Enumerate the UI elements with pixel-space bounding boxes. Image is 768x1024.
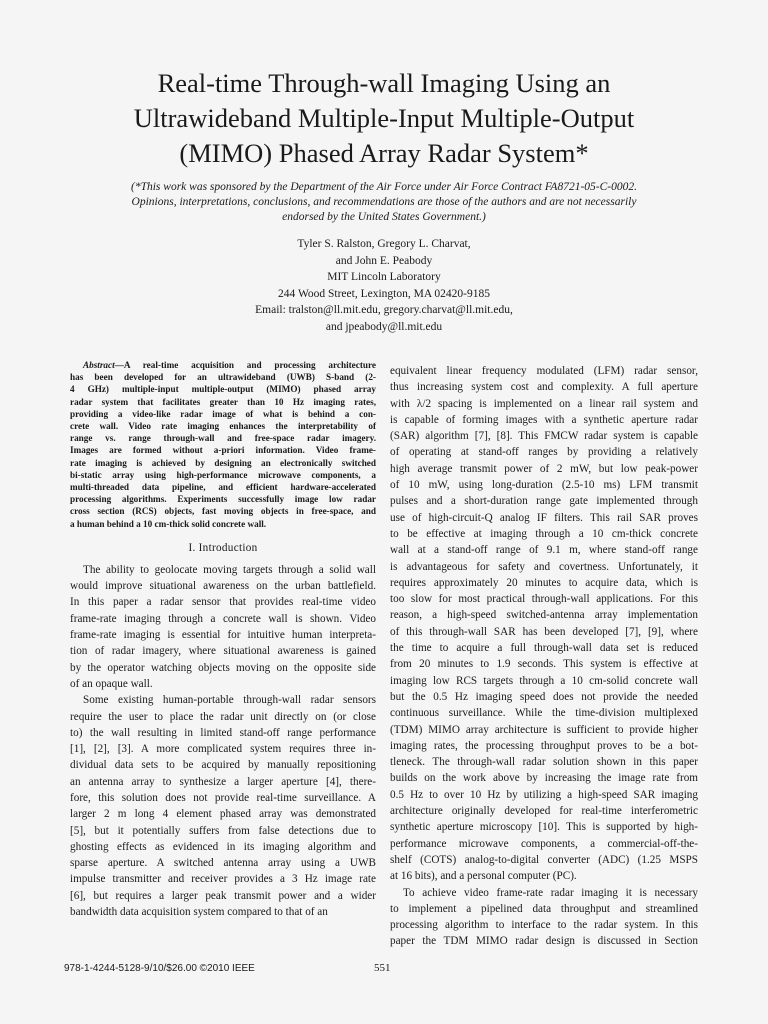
right-column [390, 363, 698, 950]
text-line: fore, this solution does not provide real-time surveillance. A [70, 792, 376, 804]
text-line: continuous surveillance. While the time-division multiplexed [390, 707, 698, 720]
text-line: to) the wall resulting in limited stand-off range performance [70, 726, 376, 739]
author-block [160, 236, 608, 335]
text-line: synthetic aperture microscopy [10]. This is supported by high- [390, 821, 698, 834]
title-line: Real-time Through-wall Imaging Using an [157, 68, 611, 98]
text-line: larger 2 m long 4 element phased array was demonstrated [70, 808, 376, 821]
text-line: is capable of forming images with a synthetic aperture radar [390, 413, 698, 426]
email-line: Email: tralston@ll.mit.edu, gregory.charvat@ll.mit.edu, [255, 304, 513, 316]
footer-isbn: 978-1-4244-5128-9/10/$26.00 ©2010 IEEE [64, 963, 255, 974]
abstract-text: —A real-time acquisition and processing architecture [114, 360, 376, 370]
abstract-line: providing a video-like radar image of what is behind a con- [70, 408, 376, 419]
text-line: but the 0.5 Hz imaging speed does not provide the needed [390, 690, 698, 703]
text-line: processing algorithm to interface to the radar system. In this [390, 919, 698, 932]
text-line: frame-rate imaging is essential for intuitive human interpreta- [70, 629, 376, 642]
text-line: dividual data sets to be acquired by manually repositioning [70, 759, 376, 772]
abstract-line: 4 GHz) multiple-input multiple-output (MIMO) phased array [70, 384, 376, 395]
text-line: would improve situational awareness on the urban battlefield. [70, 580, 376, 593]
title-line: Ultrawideband Multiple-Input Multiple-Output [133, 103, 635, 133]
abstract-line: bi-static array using high-performance microwave components, a [70, 469, 376, 480]
text-line: (TDM) MIMO array architecture is sufficient to provide higher [390, 723, 698, 736]
text-line: architecture originally developed for real-time interferometric [390, 805, 698, 818]
email-line: and jpeabody@ll.mit.edu [325, 320, 443, 333]
text-line: use of high-circuit-Q analog IF filters. This rail SAR proves [390, 511, 698, 524]
text-line: impulse transmitter and receiver provides a 3 Hz image rate [70, 873, 376, 886]
text-line: an antenna array to synthesize a larger aperture [4], there- [70, 775, 376, 788]
abstract-line: radar system that facilitates greater than 10 Hz imaging rates, [70, 396, 376, 407]
right-column-text [390, 363, 698, 950]
abstract-line: range vs. range through-wall and free-space radar imagery. [70, 433, 376, 444]
abstract-line: a human behind a 10 cm-thick solid concrete wall. [70, 518, 267, 529]
text-line: sparse aperture. A switched antenna array using a UWB [70, 857, 376, 870]
sponsor-note [70, 180, 698, 225]
text-line: of operating at stand-off ranges by providing a relatively [390, 446, 698, 459]
abstract-line: processing algorithms. Experiments successfully image low radar [70, 494, 376, 505]
address: 244 Wood Street, Lexington, MA 02420-9185 [278, 287, 490, 300]
text-line: In this paper a radar sensor that provides real-time video [70, 596, 376, 609]
text-line: with λ/2 spacing is implemented on a linear rail system and [390, 397, 698, 410]
text-line: builds on the work above by increasing the image rate from [390, 772, 698, 785]
text-line: [6], but requires a larger peak transmit power and a wider [70, 889, 376, 902]
text-line: shelf (COTS) analog-to-digital converter (ADC) (1.25 MSPS [390, 853, 698, 866]
text-line: of this through-wall SAR has been developed [7], [9], where [390, 625, 698, 638]
text-line: 0.5 Hz to over 10 Hz by utilizing a high-speed SAR imaging [390, 788, 698, 801]
abstract-line [70, 359, 376, 371]
text-line: paper the TDM MIMO radar design is discussed in Section [390, 935, 698, 948]
text-line: of 10 mW, using long-duration (2.5-10 ms) LFM transmit [390, 479, 698, 492]
page-number: 551 [374, 962, 391, 974]
text-line: To achieve video frame-rate radar imaging it is necessary [403, 886, 698, 899]
text-line: is advantageous for safety and covertness. Unfortunately, it [390, 560, 698, 573]
text-line: too slow for most practical through-wall applications. For this [390, 593, 698, 606]
section-heading: I. Introduction [188, 541, 258, 554]
sponsor-line: Opinions, interpretations, conclusions, and recommendations are those of the authors and are not necessarily [131, 196, 637, 208]
abstract-line: cross section (RCS) objects, fast moving objects in free-space, and [70, 506, 376, 517]
text-line: reason, a high-speed switched-antenna array implementation [390, 609, 698, 622]
text-line: require the user to place the radar unit directly on (or close [70, 710, 376, 723]
text-line: high average transmit power of 2 mW, but low peak-power [390, 462, 698, 475]
text-line: The ability to geolocate moving targets through a solid wall [83, 563, 376, 576]
text-line: requires approximately 20 minutes to acquire data, which is [390, 576, 698, 589]
introduction-text [70, 562, 376, 921]
abstract-line: Images are formed without a-priori information. Video frame- [70, 445, 376, 456]
text-line: of an opaque wall. [70, 677, 153, 690]
text-line: ghosting effects as evidenced in its imaging algorithm and [70, 840, 376, 853]
text-line: tion of radar imagery, where situational awareness is gained [70, 645, 376, 658]
title-line: (MIMO) Phased Array Radar System* [179, 138, 589, 168]
affiliation: MIT Lincoln Laboratory [327, 271, 441, 283]
abstract-label: Abstract [83, 360, 115, 370]
text-line: pulses and a short-duration range gate implemented through [390, 495, 698, 508]
abstract-line: has been developed for an ultrawideband (UWB) S-band (2- [70, 372, 376, 383]
text-line: [5], but it potentially suffers from false detections due to [70, 824, 376, 837]
author-names: Tyler S. Ralston, Gregory L. Charvat, [297, 238, 471, 250]
text-line: imaging rates, the processing throughput proves to be a bot- [390, 739, 698, 752]
left-column [70, 359, 376, 920]
text-line: to implement a pipelined data throughput and streamlined [390, 902, 698, 915]
text-line: performance microwave components, a commercial-off-the- [390, 837, 698, 850]
abstract [70, 359, 376, 530]
author-names: and John E. Peabody [335, 254, 433, 267]
text-line: the time to acquire a full through-wall data set is reduced [390, 642, 698, 655]
text-line: imaging low RCS targets through a 10 cm-solid concrete wall [390, 674, 698, 687]
text-line: tleneck. The through-wall radar solution shown in this paper [390, 756, 698, 769]
text-line: [1], [2], [3]. A more complicated system requires three in- [70, 743, 376, 756]
text-line: frame-rate imaging through a concrete wall is shown. Video [70, 612, 376, 625]
text-line: by the operator watching objects moving on the opposite side [70, 661, 376, 674]
sponsor-line: (*This work was sponsored by the Department of the Air Force under Air Force Contract FA8721-05-C-0002. [131, 181, 637, 193]
paper-title [60, 66, 708, 171]
text-line: (SAR) algorithm [7], [8]. This FMCW radar system is capable [390, 430, 698, 443]
abstract-line: multi-threaded data pipeline, and efficient hardware-accelerated [70, 482, 376, 493]
abstract-line: rate imaging is achieved by designing an electronically switched [70, 457, 376, 468]
text-line: thus increasing system cost and complexity. A full aperture [390, 381, 698, 394]
text-line: to be effective at imaging through a 10 cm-thick concrete [390, 527, 698, 540]
text-line: equivalent linear frequency modulated (LFM) radar sensor, [390, 365, 698, 377]
text-line: at 16 bits), and a personal computer (PC). [390, 870, 577, 883]
text-line: bandwidth data acquisition system compared to that of an [70, 906, 328, 919]
text-line: from 20 minutes to 1.9 seconds. This system is effective at [390, 658, 698, 671]
text-line: Some existing human-portable through-wall radar sensors [83, 694, 376, 707]
abstract-line: crete wall. Video rate imaging enhances the interpretability of [70, 421, 376, 432]
sponsor-line: endorsed by the United States Government.) [282, 211, 486, 223]
text-line: wall at a stand-off range of 9.1 m, where stand-off range [390, 544, 698, 557]
